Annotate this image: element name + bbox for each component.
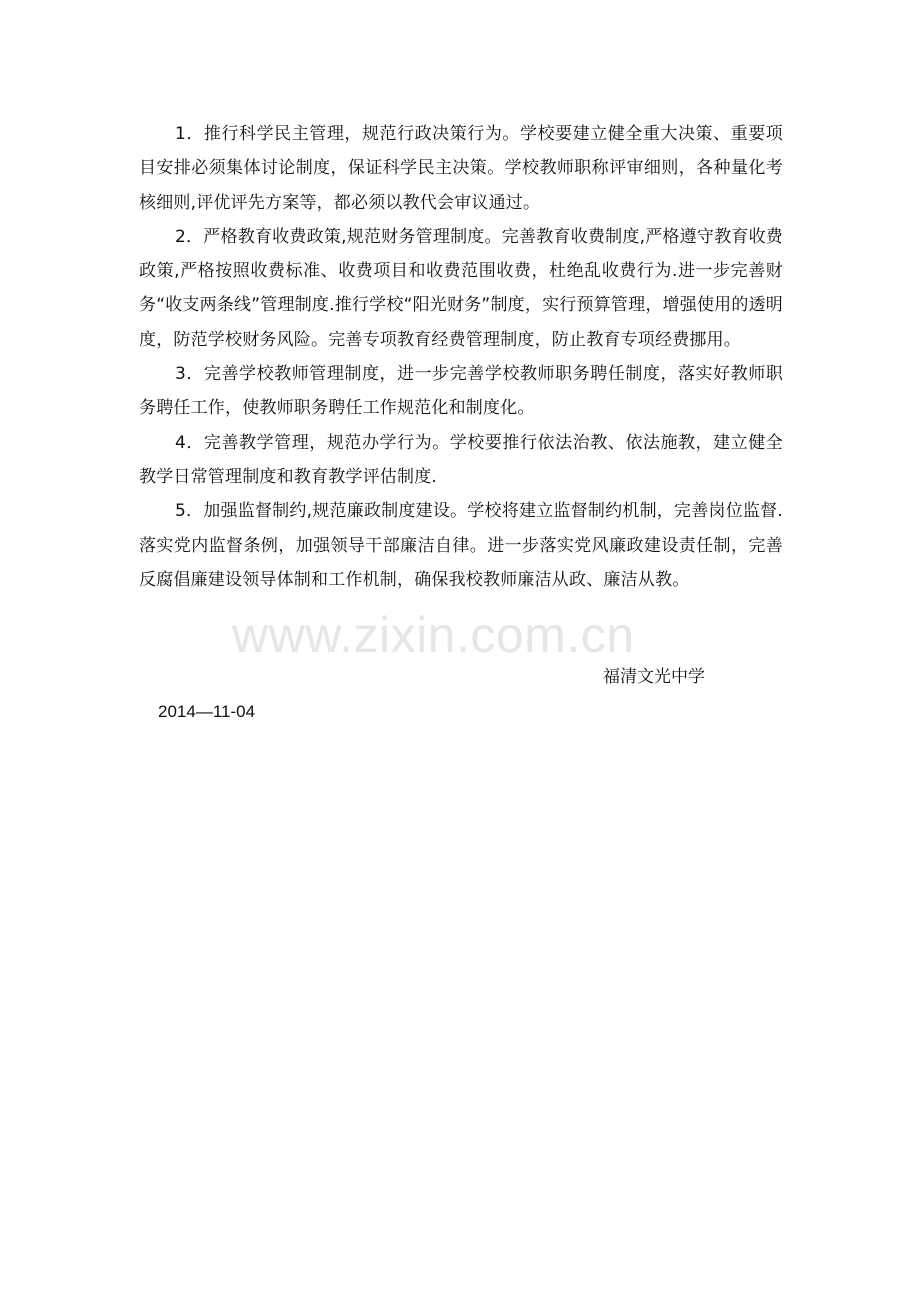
- paragraph-3: 3．完善学校教师管理制度，进一步完善学校教师职务聘任制度，落实好教师职务聘任工作，使教师职务聘任工作规范化和制度化。: [139, 364, 783, 419]
- document-body: [139, 117, 783, 597]
- signature-school-name: 福清文光中学: [603, 667, 705, 687]
- document-date: 2014—11-04: [158, 702, 256, 721]
- paragraph-5: 5．加强监督制约,规范廉政制度建设。学校将建立监督制约机制，完善岗位监督.落实党内监督条例，加强领导干部廉洁自律。进一步落实党风廉政建设责任制，完善反腐倡廉建设领导体制和工作机制，确保我校教师廉洁从政、廉洁从教。: [139, 501, 783, 590]
- paragraph-4: 4．完善教学管理，规范办学行为。学校要推行依法治教、依法施教，建立健全教学日常管理制度和教育教学评估制度.: [139, 432, 783, 487]
- paragraph-2: 2．严格教育收费政策,规范财务管理制度。完善教育收费制度,严格遵守教育收费政策,严格按照收费标准、收费项目和收费范围收费，杜绝乱收费行为.进一步完善财务“收支两条线”管理制度.推行学校“阳光财务”制度，实行预算管理，增强使用的透明度，防范学校财务风险。完善专项教育经费管理制度，防止教育专项经费挪用。: [139, 226, 783, 350]
- paragraph-1: 1．推行科学民主管理，规范行政决策行为。学校要建立健全重大决策、重要项目安排必须集体讨论制度，保证科学民主决策。学校教师职称评审细则，各种量化考核细则,评优评先方案等，都必须以教代会审议通过。: [139, 124, 783, 213]
- watermark: www.zixin.com.cn: [232, 607, 635, 663]
